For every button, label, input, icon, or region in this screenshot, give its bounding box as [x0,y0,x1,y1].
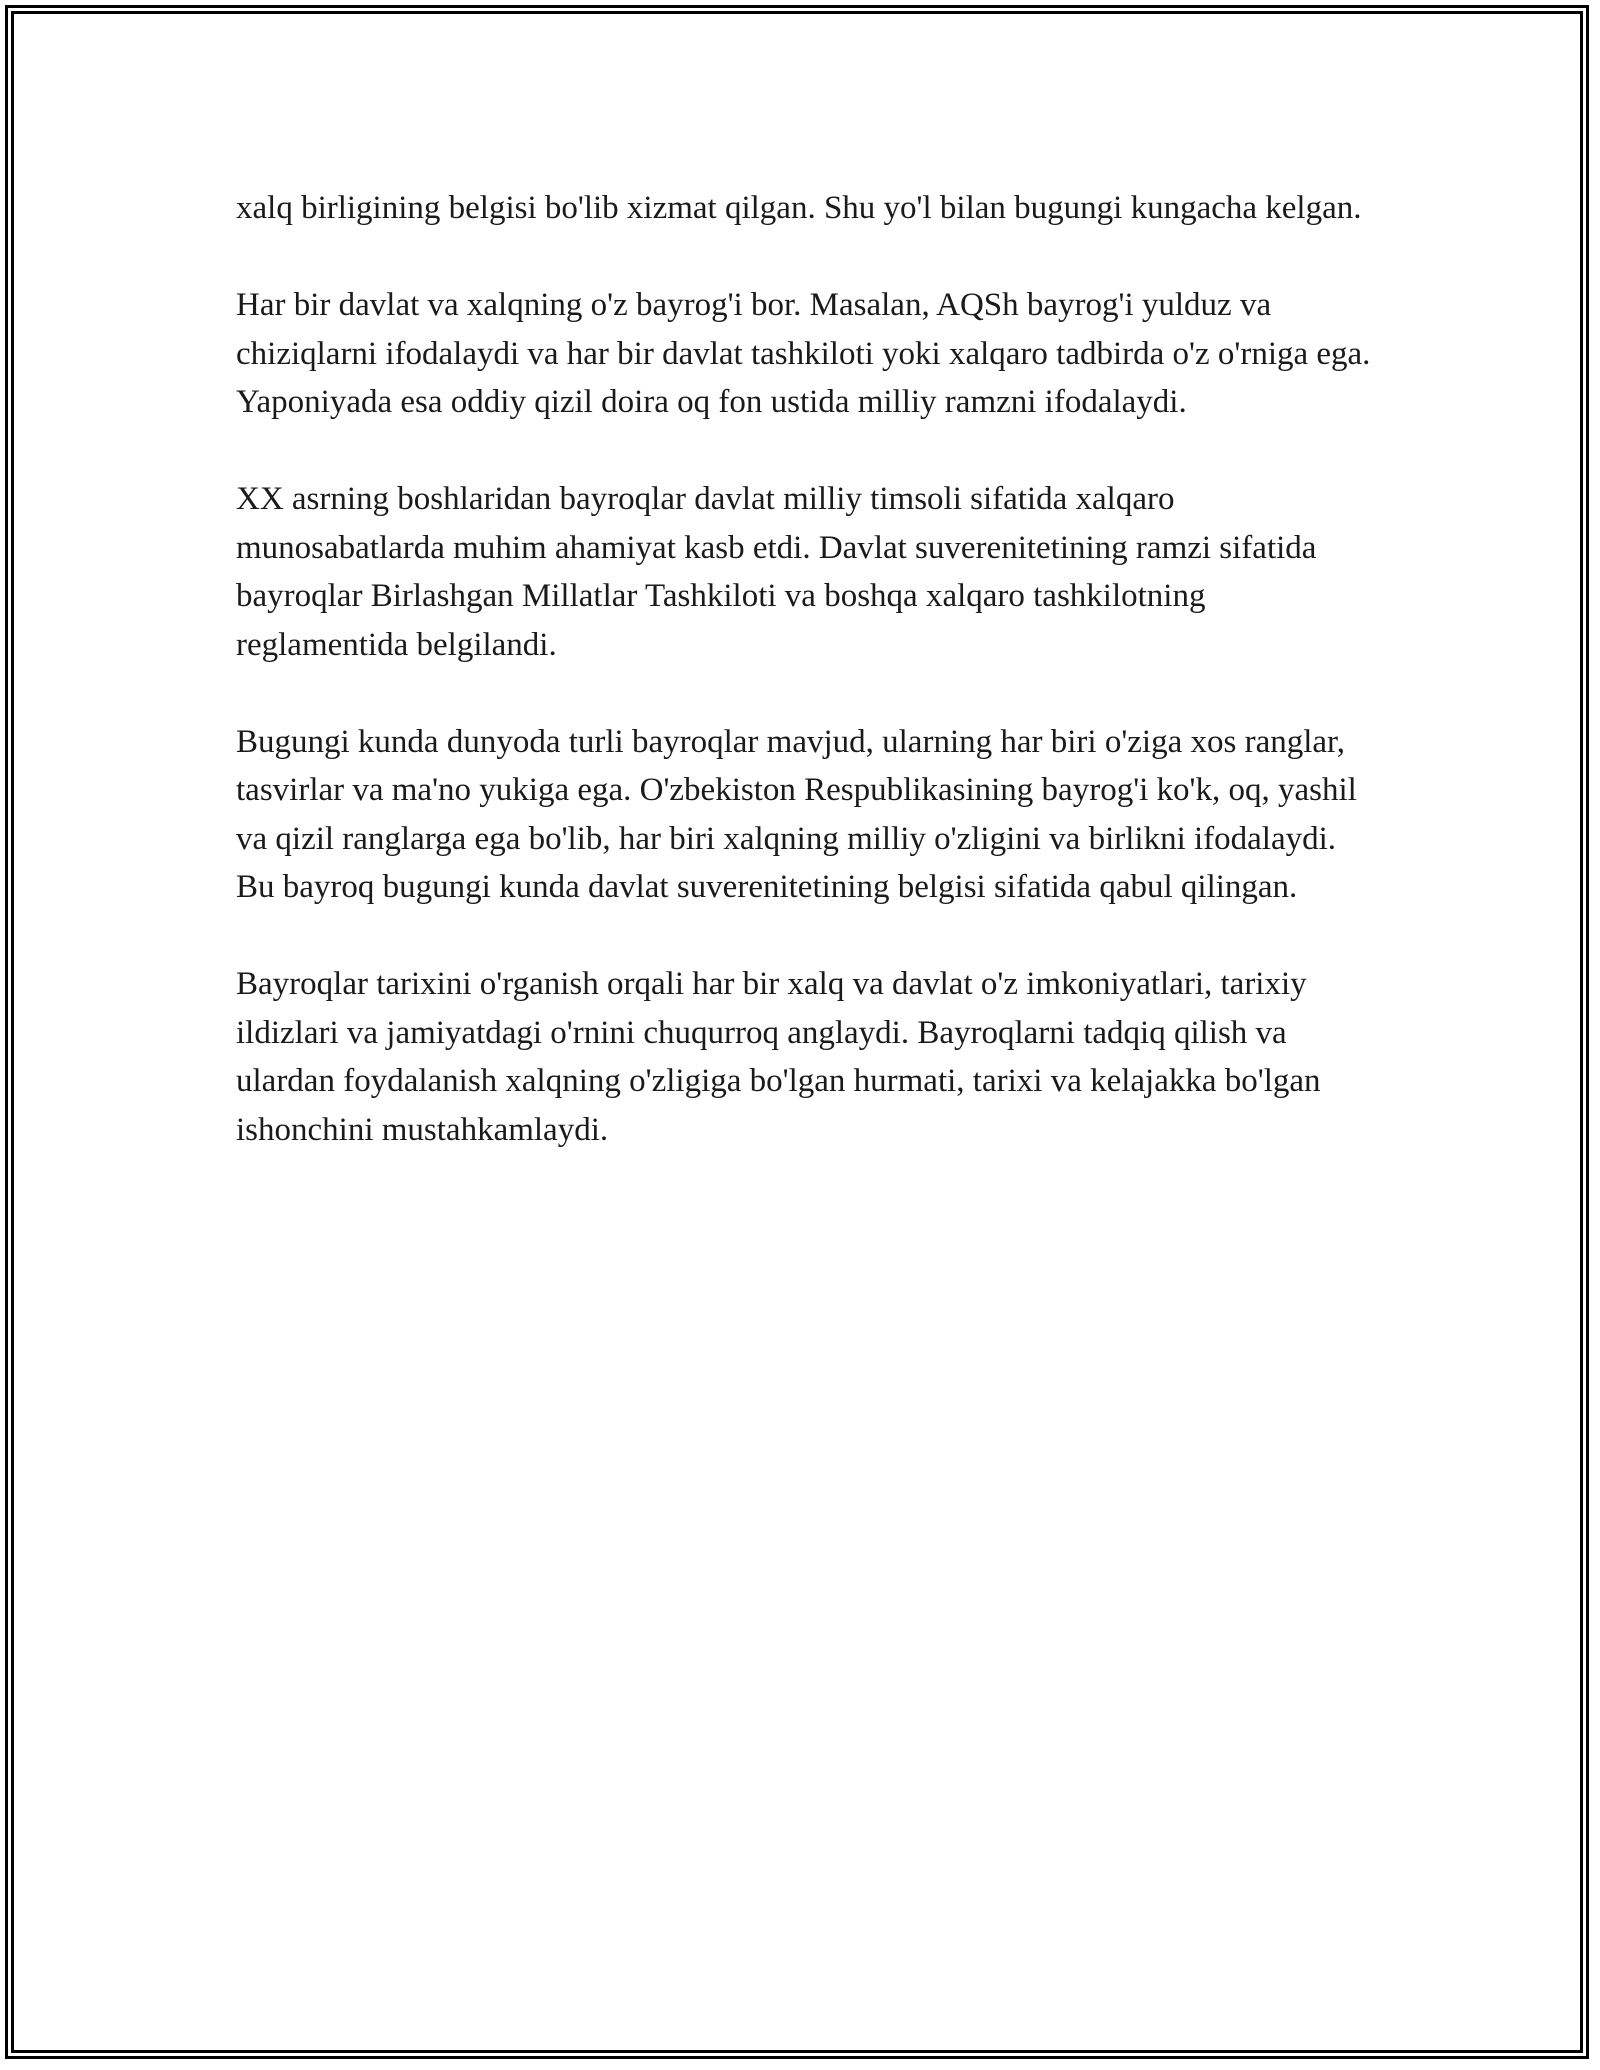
paragraph: xalq birligining belgisi bo'lib xizmat qilgan. Shu yo'l bilan bugungi kungacha kelgan. [236,190,1362,226]
paragraph: Bugungi kunda dunyoda turli bayroqlar mavjud, ularning har biri o'ziga xos ranglar, tasvirlar va ma'no yukiga ega. O'zbekiston Respublikasining bayrog'i ko'k, oq, yashil va qizil ranglarga ega bo'lib, har biri xalqning milliy o'zligini va birlikni ifodalaydi. Bu bayroq bugungi kunda davlat suverenitetining belgisi sifatida qabul qilingan. [236,723,1357,905]
paragraph: XX asrning boshlaridan bayroqlar davlat milliy timsoli sifatida xalqaro munosabatlarda muhim ahamiyat kasb etdi. Davlat suverenitetining ramzi sifatida bayroqlar Birlashgan Millatlar Tashkiloti va boshqa xalqaro tashkilotning reglamentida belgilandi. [236,481,1317,663]
document-body [236,184,1376,1203]
paragraph: Har bir davlat va xalqning o'z bayrog'i bor. Masalan, AQSh bayrog'i yulduz va chiziqlarni ifodalaydi va har bir davlat tashkiloti yoki xalqaro tadbirda o'z o'rniga ega. Yaponiyada esa oddiy qizil doira oq fon ustida milliy ramzni ifodalaydi. [236,287,1371,420]
paragraph: Bayroqlar tarixini o'rganish orqali har bir xalq va davlat o'z imkoniyatlari, tarixiy ildizlari va jamiyatdagi o'rnini chuqurroq anglaydi. Bayroqlarni tadqiq qilish va ulardan foydalanish xalqning o'zligiga bo'lgan hurmati, tarixi va kelajakka bo'lgan ishonchini mustahkamlaydi. [236,966,1321,1148]
